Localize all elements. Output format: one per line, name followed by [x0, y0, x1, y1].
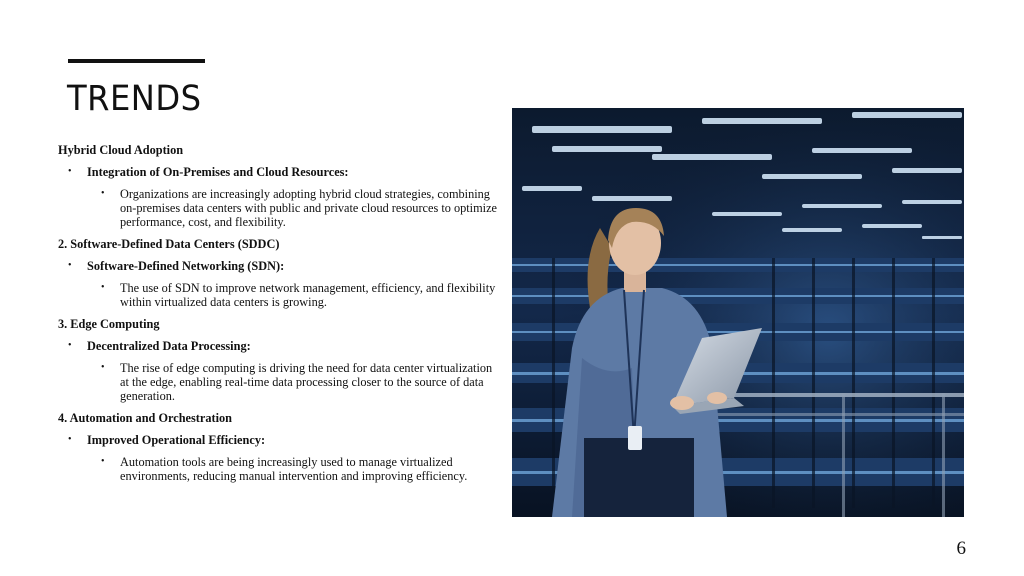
photo-illustration	[512, 108, 964, 517]
section-heading: 4. Automation and Orchestration	[58, 411, 232, 425]
section-heading: 2. Software-Defined Data Centers (SDDC)	[58, 237, 280, 251]
section-detail: • The rise of edge computing is driving the need for data center virtualization at the edge, enabling real-time data processing closer to the source of data generation.	[58, 361, 498, 403]
section-detail: • Automation tools are being increasingly used to manage virtualized environments, reducing manual intervention and improving efficiency.	[58, 455, 498, 483]
section-subheading: • Integration of On-Premises and Cloud Resources:	[58, 165, 498, 179]
section-heading: Hybrid Cloud Adoption	[58, 143, 184, 157]
section-hybrid-cloud	[58, 143, 498, 229]
data-center-photo	[512, 108, 964, 517]
section-heading: 3. Edge Computing	[58, 317, 160, 331]
section-automation	[58, 411, 498, 483]
section-detail: • Organizations are increasingly adopting hybrid cloud strategies, combining on-premises data centers with public and private cloud resources to optimize performance, cost, and flexibility.	[58, 187, 498, 229]
section-subheading: • Decentralized Data Processing:	[58, 339, 498, 353]
trends-content	[58, 143, 498, 491]
section-sddc	[58, 237, 498, 309]
section-subheading: • Improved Operational Efficiency:	[58, 433, 498, 447]
section-subheading: • Software-Defined Networking (SDN):	[58, 259, 498, 273]
title-accent-bar	[68, 59, 205, 63]
section-edge-computing	[58, 317, 498, 403]
section-detail: • The use of SDN to improve network management, efficiency, and flexibility within virtualized data centers is growing.	[58, 281, 498, 309]
slide-title: TRENDS	[67, 79, 202, 119]
page-number: 6	[956, 538, 966, 559]
